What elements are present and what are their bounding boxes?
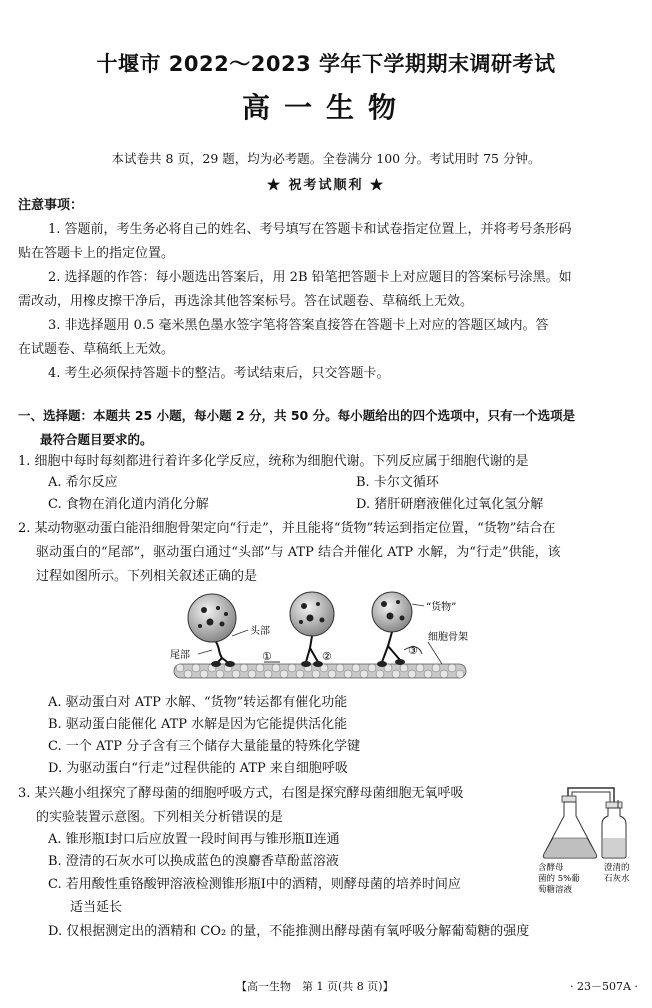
label-tail: 尾部 [170, 650, 190, 661]
q3-option-c: C. 若用酸性重铬酸钾溶液检测锥形瓶Ⅰ中的酒精，则酵母菌的培养时间应 [48, 877, 461, 892]
cargo-vesicle [372, 592, 412, 632]
kinesin-figure [160, 588, 480, 690]
section-heading-cont: 最符合题目要求的。 [40, 432, 153, 447]
fermentation-apparatus [534, 782, 644, 902]
flask-2 [602, 800, 626, 858]
kinesin-motor [216, 642, 230, 664]
q2-stem: 驱动蛋白的“尾部”，驱动蛋白通过“头部”与 ATP 结合并催化 ATP 水解，为“行走”供能，该 [36, 545, 561, 560]
q1-option-b: B. 卡尔文循环 [356, 475, 439, 490]
flask1-label: 含酵母 [538, 863, 564, 873]
page-footer: 【高一生物 第 1 页(共 8 页)】 [236, 980, 394, 993]
note-line: 4. 考生必须保持答题卡的整洁。考试结束后，只交答题卡。 [48, 366, 390, 381]
notes-heading: 注意事项： [18, 198, 84, 213]
step-1: ① [262, 650, 272, 663]
step-3: ③ [408, 644, 418, 657]
cargo-vesicle [188, 594, 236, 642]
note-line: 贴在答题卡上的指定位置。 [18, 246, 175, 261]
paper-code: · 23－507A · [570, 980, 638, 993]
section-heading: 一、选择题：本题共 25 小题，每小题 2 分，共 50 分。每小题给出的四个选项中，只有一个选项是 [18, 408, 576, 423]
q3-option-b: B. 澄清的石灰水可以换成蓝色的溴麝香草酚蓝溶液 [48, 854, 339, 869]
flask1-label: 萄糖溶液 [538, 885, 573, 895]
label-head: 头部 [250, 626, 270, 637]
q2-stem: 过程如图所示。下列相关叙述正确的是 [36, 569, 258, 584]
subject-title: 高一生物 [241, 91, 410, 124]
label-cytoskeleton: 细胞骨架 [428, 632, 468, 643]
q2-option-a: A. 驱动蛋白对 ATP 水解、“货物”转运都有催化功能 [48, 695, 348, 710]
q2-stem: 2. 某动物驱动蛋白能沿细胞骨架定向“行走”，并且能将“货物”转运到指定位置，“货物”结合在 [18, 521, 556, 536]
q1-stem: 1. 细胞中每时每刻都进行着许多化学反应，统称为细胞代谢。下列反应属于细胞代谢的是 [18, 454, 529, 469]
q1-option-d: D. 猪肝研磨液催化过氧化氢分解 [356, 497, 544, 512]
q1-option-c: C. 食物在消化道内消化分解 [48, 497, 209, 512]
q2-option-c: C. 一个 ATP 分子含有三个储存大量能量的特殊化学键 [48, 739, 361, 754]
note-line: 1. 答题前，考生务必将自己的姓名、考号填写在答题卡和试卷指定位置上，并将考号条形码 [48, 222, 572, 237]
blessing-line: ★ 祝考试顺利 ★ [266, 178, 386, 193]
step-2: ② [322, 650, 332, 663]
q2-option-b: B. 驱动蛋白能催化 ATP 水解是因为它能提供活化能 [48, 717, 348, 732]
q3-option-c-cont: 适当延长 [70, 900, 123, 915]
q3-stem: 的实验装置示意图。下列相关分析错误的是 [36, 810, 284, 825]
note-line: 需改动，用橡皮擦干净后，再选涂其他答案标号。答在试题卷、草稿纸上无效。 [18, 294, 474, 309]
q2-option-d: D. 为驱动蛋白“行走”过程供能的 ATP 来自细胞呼吸 [48, 761, 348, 776]
flask-1 [543, 796, 596, 858]
note-line: 在试题卷、草稿纸上无效。 [18, 342, 175, 357]
cargo-vesicle [290, 592, 334, 636]
exam-title: 十堰市 2022～2023 学年下学期期末调研考试 [96, 52, 556, 76]
kinesin-motor [382, 632, 400, 662]
q3-stem: 3. 某兴趣小组探究了酵母菌的细胞呼吸方式，右图是探究酵母菌细胞无氧呼吸 [18, 786, 464, 801]
kinesin-motor [306, 636, 318, 662]
flask1-label: 菌的 5%葡 [538, 874, 580, 884]
note-line: 3. 非选择题用 0.5 毫米黑色墨水签字笔将答案直接答在答题卡上对应的答题区域内。答 [48, 318, 549, 333]
label-cargo: “货物” [426, 602, 457, 613]
q3-option-a: A. 锥形瓶Ⅰ封口后应放置一段时间再与锥形瓶Ⅱ连通 [48, 832, 340, 847]
flask2-label: 澄清的 [604, 863, 630, 873]
note-line: 2. 选择题的作答：每小题选出答案后，用 2B 铅笔把答题卡上对应题目的答案标号涂黑。如 [48, 270, 572, 285]
q3-option-d: D. 仅根据测定出的酒精和 CO₂ 的量，不能推测出酵母菌有氧呼吸分解葡萄糖的强度 [48, 924, 530, 939]
exam-info: 本试卷共 8 页，29 题，均为必考题。全卷满分 100 分。考试用时 75 分钟。 [111, 151, 541, 166]
q1-option-a: A. 希尔反应 [48, 475, 118, 490]
flask2-label: 石灰水 [604, 874, 630, 884]
